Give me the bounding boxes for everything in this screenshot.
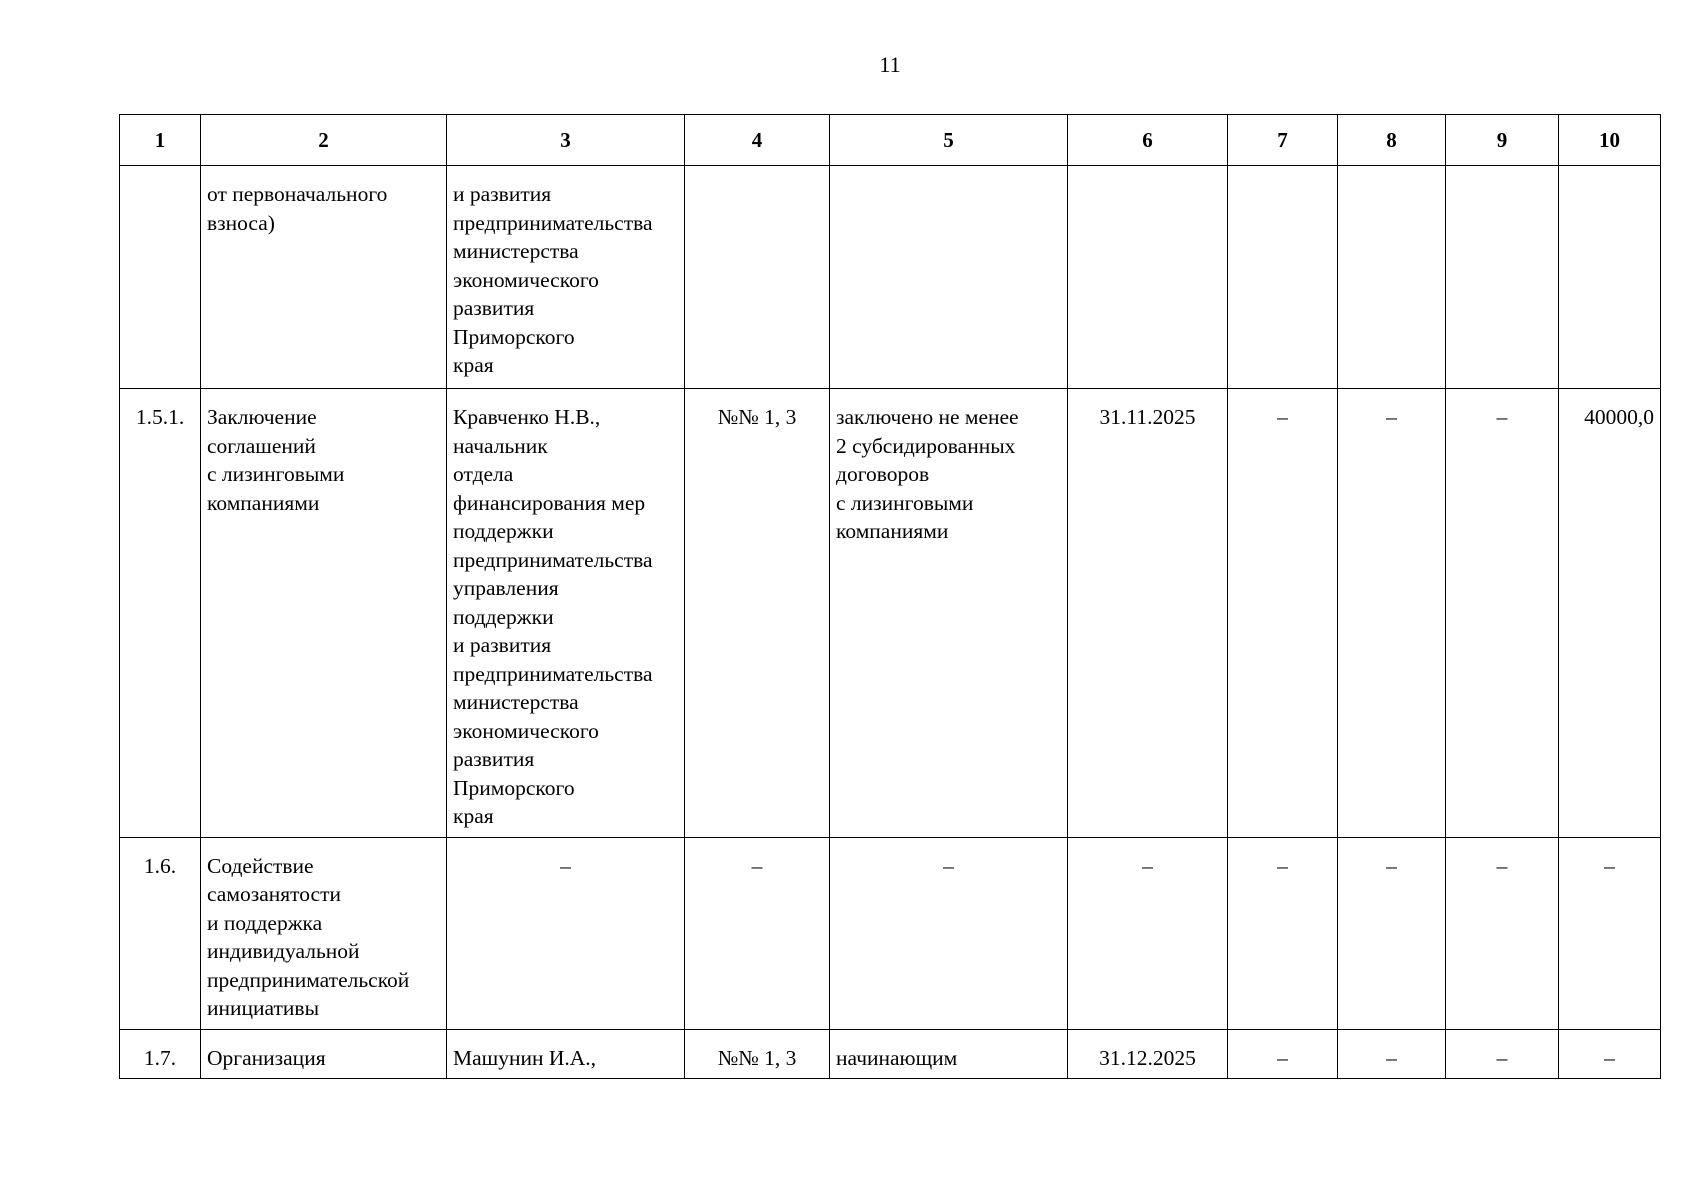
result-cell: заключено не менее 2 субсидированных договоров с лизинговыми компаниями [830,389,1068,838]
amount-cell: – [1559,837,1661,1029]
result-cell: – [830,837,1068,1029]
reference-cell: №№ 1, 3 [685,389,830,838]
activity-cell: Организация [201,1029,447,1079]
column-header-1: 1 [120,115,201,166]
column-header-5: 5 [830,115,1068,166]
col7-cell: – [1228,1029,1338,1079]
row-number-cell: 1.5.1. [120,389,201,838]
col7-cell: – [1228,389,1338,838]
column-header-3: 3 [447,115,685,166]
table-row [120,389,1661,838]
col9-cell [1446,166,1559,389]
reference-cell: №№ 1, 3 [685,1029,830,1079]
activity-cell: Содействие самозанятости и поддержка индивидуальной предпринимательской инициативы [201,837,447,1029]
row-number-cell [120,166,201,389]
activity-cell: Заключение соглашений с лизинговыми компаниями [201,389,447,838]
reference-cell: – [685,837,830,1029]
deadline-cell: – [1068,837,1228,1029]
amount-cell: 40000,0 [1559,389,1661,838]
col7-cell [1228,166,1338,389]
col8-cell: – [1338,837,1446,1029]
responsible-cell: и развития предпринимательства министерства экономического развития Приморского края [447,166,685,389]
column-header-8: 8 [1338,115,1446,166]
column-header-2: 2 [201,115,447,166]
page-number: 11 [879,52,901,77]
col9-cell: – [1446,1029,1559,1079]
col9-cell: – [1446,389,1559,838]
column-header-7: 7 [1228,115,1338,166]
col8-cell [1338,166,1446,389]
column-header-6: 6 [1068,115,1228,166]
row-number-cell: 1.7. [120,1029,201,1079]
deadline-cell: 31.12.2025 [1068,1029,1228,1079]
table-header-row [120,115,1661,166]
column-header-4: 4 [685,115,830,166]
col7-cell: – [1228,837,1338,1029]
result-cell: начинающим [830,1029,1068,1079]
col8-cell: – [1338,389,1446,838]
deadline-cell: 31.11.2025 [1068,389,1228,838]
amount-cell: – [1559,1029,1661,1079]
deadline-cell [1068,166,1228,389]
column-header-10: 10 [1559,115,1661,166]
table-row [120,166,1661,389]
activity-cell: от первоначального взноса) [201,166,447,389]
responsible-cell: Кравченко Н.В., начальник отдела финансирования мер поддержки предпринимательства управления поддержки и развития предпринимательства министерства экономического развития Приморского края [447,389,685,838]
responsible-cell: Машунин И.А., [447,1029,685,1079]
column-header-9: 9 [1446,115,1559,166]
table-row [120,837,1661,1029]
col8-cell: – [1338,1029,1446,1079]
table-row [120,1029,1661,1079]
reference-cell [685,166,830,389]
plan-table [119,114,1661,1079]
result-cell [830,166,1068,389]
col9-cell: – [1446,837,1559,1029]
amount-cell [1559,166,1661,389]
row-number-cell: 1.6. [120,837,201,1029]
responsible-cell: – [447,837,685,1029]
